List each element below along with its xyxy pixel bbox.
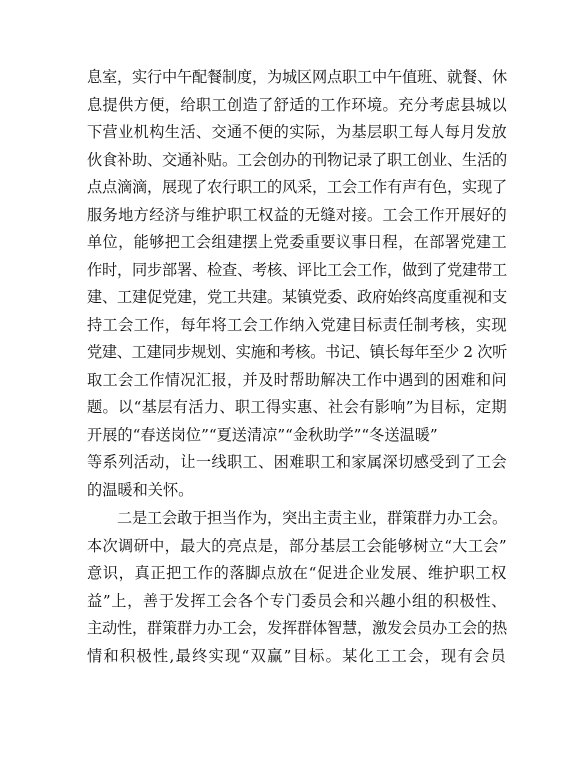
- text-line: 情和积极性,最终实现“双赢”目标。某化工工会，现有会员: [87, 646, 507, 665]
- text-line: 开展的“春送岗位”“夏送清凉”“金秋助学”“冬送温暖”: [87, 425, 438, 444]
- text-line: 意识，真正把工作的落脚点放在“促进企业发展、维护职工权: [87, 564, 507, 582]
- text-line: 益”上，善于发挥工会各个专门委员会和兴趣小组的积极性、: [87, 591, 507, 610]
- text-line: 二是工会敢于担当作为，突出主责主业，群策群力办工会。: [117, 509, 507, 527]
- text-line: 等系列活动，让一线职工、困难职工和家属深切感受到了工会: [87, 453, 507, 471]
- text-line: 点点滴滴，展现了农行职工的风采，工会工作有声有色，实现了: [87, 178, 507, 196]
- text-line: 下营业机构生活、交通不便的实际，为基层职工每人每月发放: [87, 123, 507, 141]
- text-line: 持工会工作，每年将工会工作纳入党建目标责任制考核，实现: [87, 315, 507, 334]
- paragraph-2: [87, 505, 507, 670]
- text-line: 党建、工建同步规划、实施和考核。书记、镇长每年至少 2 次听: [87, 343, 507, 361]
- paragraph-1: [87, 64, 507, 504]
- text-line: 取工会工作情况汇报，并及时帮助解决工作中遇到的困难和问: [87, 370, 507, 389]
- text-line: 服务地方经济与维护职工权益的无缝对接。工会工作开展好的: [87, 205, 507, 224]
- text-line: 作时，同步部署、检查、考核、评比工会工作，做到了党建带工: [87, 260, 507, 279]
- text-line: 建、工建促党建，党工共建。某镇党委、政府始终高度重视和支: [87, 288, 507, 306]
- text-line: 息室，实行中午配餐制度，为城区网点职工中午值班、就餐、休: [87, 68, 507, 86]
- text-line: 主动性，群策群力办工会，发挥群体智慧，激发会员办工会的热: [87, 619, 507, 637]
- text-line: 单位，能够把工会组建摆上党委重要议事日程，在部署党建工: [87, 233, 507, 251]
- text-line: 题。以“基层有活力、职工得实惠、社会有影响”为目标，定期: [87, 398, 507, 416]
- text-line: 的温暖和关怀。: [87, 480, 194, 499]
- text-line: 本次调研中，最大的亮点是，部分基层工会能够树立“大工会”: [87, 536, 507, 555]
- text-line: 息提供方便，给职工创造了舒适的工作环境。充分考虑县城以: [87, 95, 507, 114]
- text-line: 伙食补助、交通补贴。工会创办的刊物记录了职工创业、生活的: [87, 150, 507, 169]
